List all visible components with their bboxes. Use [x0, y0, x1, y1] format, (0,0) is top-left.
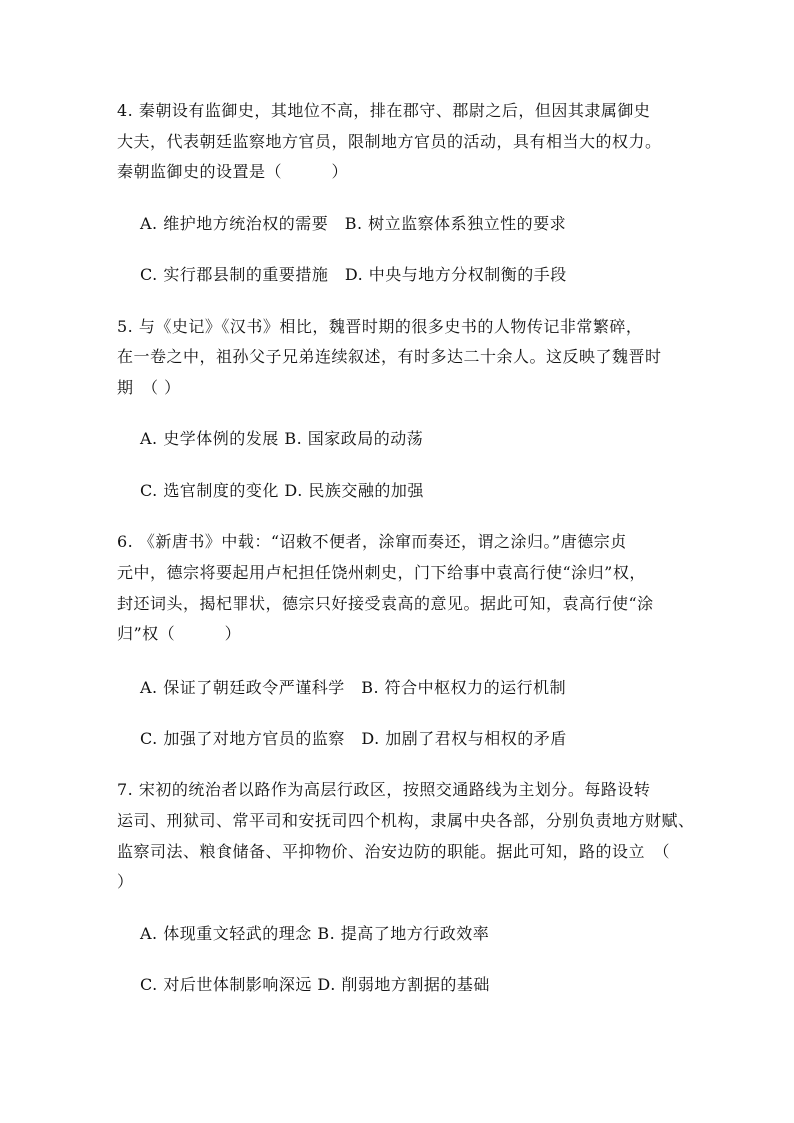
- question-6-line-1: 6. 《新唐书》中载：“诏敕不便者，涂窜而奏还，谓之涂归。”唐德宗贞: [117, 532, 627, 551]
- question-7-line-1: 7. 宋初的统治者以路作为高层行政区，按照交通路线为主划分。每路设转: [117, 780, 651, 799]
- question-5-options-cd: C. 选官制度的变化 D. 民族交融的加强: [140, 481, 424, 500]
- question-4-line-2: 大夫，代表朝廷监察地方官员，限制地方官员的活动，具有相当大的权力。: [117, 132, 662, 151]
- question-7-line-3: 监察司法、粮食储备、平抑物价、治安边防的职能。据此可知，路的设立 （: [117, 842, 671, 861]
- question-5-options-ab: A. 史学体例的发展 B. 国家政局的动荡: [140, 429, 424, 448]
- question-7-options-ab: A. 体现重文轻武的理念 B. 提高了地方行政效率: [140, 924, 490, 943]
- question-7-line-4: ）: [117, 872, 134, 891]
- question-6-options-ab: A. 保证了朝廷政令严谨科学 B. 符合中枢权力的运行机制: [140, 678, 567, 697]
- question-7-line-2: 运司、刑狱司、常平司和安抚司四个机构，隶属中央各部，分别负责地方财赋、: [117, 811, 695, 830]
- question-4-line-1: 4. 秦朝设有监御史，其地位不高，排在郡守、郡尉之后，但因其隶属御史: [117, 101, 651, 120]
- question-6-line-4: 归”权（ ）: [117, 624, 242, 643]
- question-4-options-ab: A. 维护地方统治权的需要 B. 树立监察体系独立性的要求: [140, 214, 567, 233]
- question-6-line-2: 元中，德宗将要起用卢杞担任饶州刺史，门下给事中袁高行使“涂归”权，: [117, 563, 646, 582]
- question-4-line-3: 秦朝监御史的设置是（ ）: [117, 162, 349, 181]
- question-5-line-2: 在一卷之中，祖孙父子兄弟连续叙述，有时多达二十余人。这反映了魏晋时: [117, 347, 662, 366]
- question-7-options-cd: C. 对后世体制影响深远 D. 削弱地方割据的基础: [140, 975, 490, 994]
- question-5-line-1: 5. 与《史记》《汉书》相比，魏晋时期的很多史书的人物传记非常繁碎，: [117, 317, 643, 336]
- question-5-line-3: 期 （ ）: [117, 378, 181, 397]
- question-6-options-cd: C. 加强了对地方官员的监察 D. 加剧了君权与相权的矛盾: [140, 729, 567, 748]
- question-4-options-cd: C. 实行郡县制的重要措施 D. 中央与地方分权制衡的手段: [140, 265, 567, 284]
- question-6-line-3: 封还词头，揭杞罪状，德宗只好接受袁高的意见。据此可知，袁高行使“涂: [117, 594, 654, 613]
